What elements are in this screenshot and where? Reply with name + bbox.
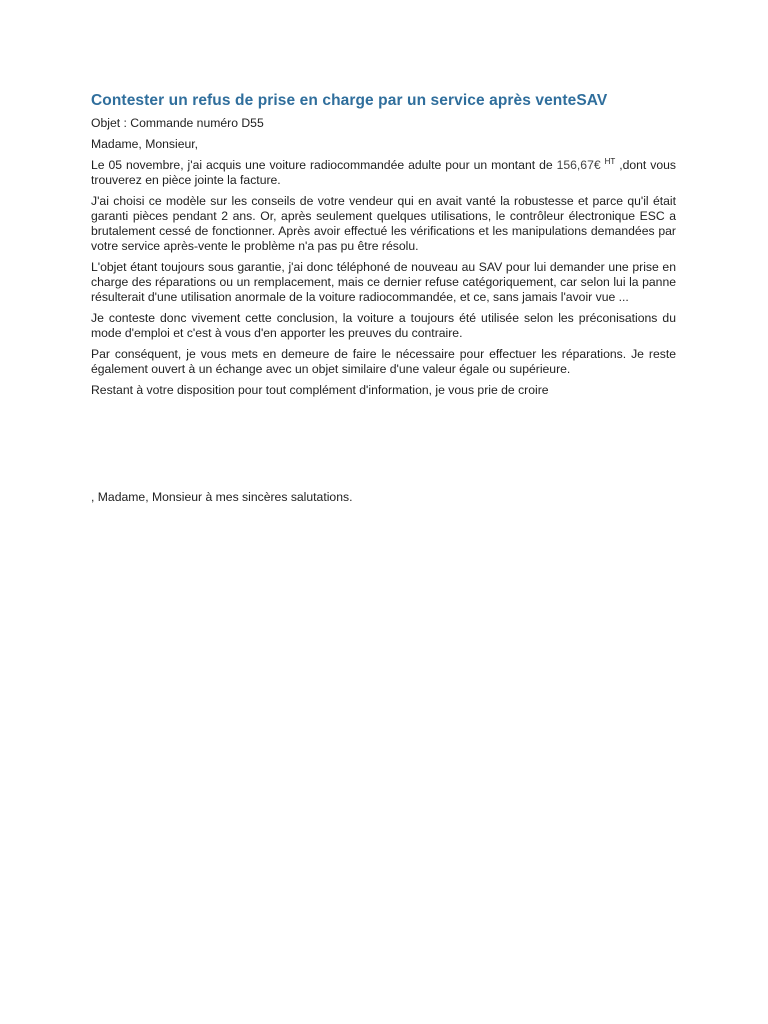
tax-label: HT [604,156,616,166]
paragraph-refusal: L'objet étant toujours sous garantie, j'ai donc téléphoné de nouveau au SAV pour lui demander une prise en charge des réparations ou un remplacement, mais ce dernier refuse catégoriquement, car selon lui la panne résulterait d'une utilisation anormale de la voiture radiocommandée, et ce, sans jamais l'avoir vue ... [91,260,676,304]
closing-line: , Madame, Monsieur à mes sincères salutations. [91,490,353,504]
letter-page [91,92,676,511]
paragraph-failure: J'ai choisi ce modèle sur les conseils de votre vendeur qui en avait vanté la robustesse et parce qu'il était garanti pièces pendant 2 ans. Or, après seulement quelques utilisations, le contrôleur électronique ESC a brutalement cessé de fonctionner. Après avoir effectué les vérifications et les manipulations demandées par votre service après-vente le problème n'a pas pu être résolu. [91,194,676,253]
signature-space [91,404,676,490]
paragraph-availability: Restant à votre disposition pour tout complément d'information, je vous prie de croire [91,383,549,397]
salutation: Madame, Monsieur, [91,137,199,151]
paragraph-contest: Je conteste donc vivement cette conclusion, la voiture a toujours été utilisée selon les préconisations du mode d'emploi et c'est à vous d'en apporter les preuves du contraire. [91,311,676,340]
purchase-text: Le 05 novembre, j'ai acquis une voiture radiocommandée adulte pour un montant de [91,158,557,172]
letter-title: Contester un refus de prise en charge par un service après venteSAV [91,92,608,109]
object-line: Objet : Commande numéro D55 [91,116,264,130]
paragraph-demand: Par conséquent, je vous mets en demeure de faire le nécessaire pour effectuer les réparations. Je reste également ouvert à un échange avec un objet similaire d'une valeur égale ou supérieure. [91,347,676,376]
paragraph-purchase [91,158,676,188]
purchase-amount: 156,67€ [556,158,601,172]
purchase-text-end: ,dont vous trouverez en pièce jointe la facture. [91,158,677,187]
